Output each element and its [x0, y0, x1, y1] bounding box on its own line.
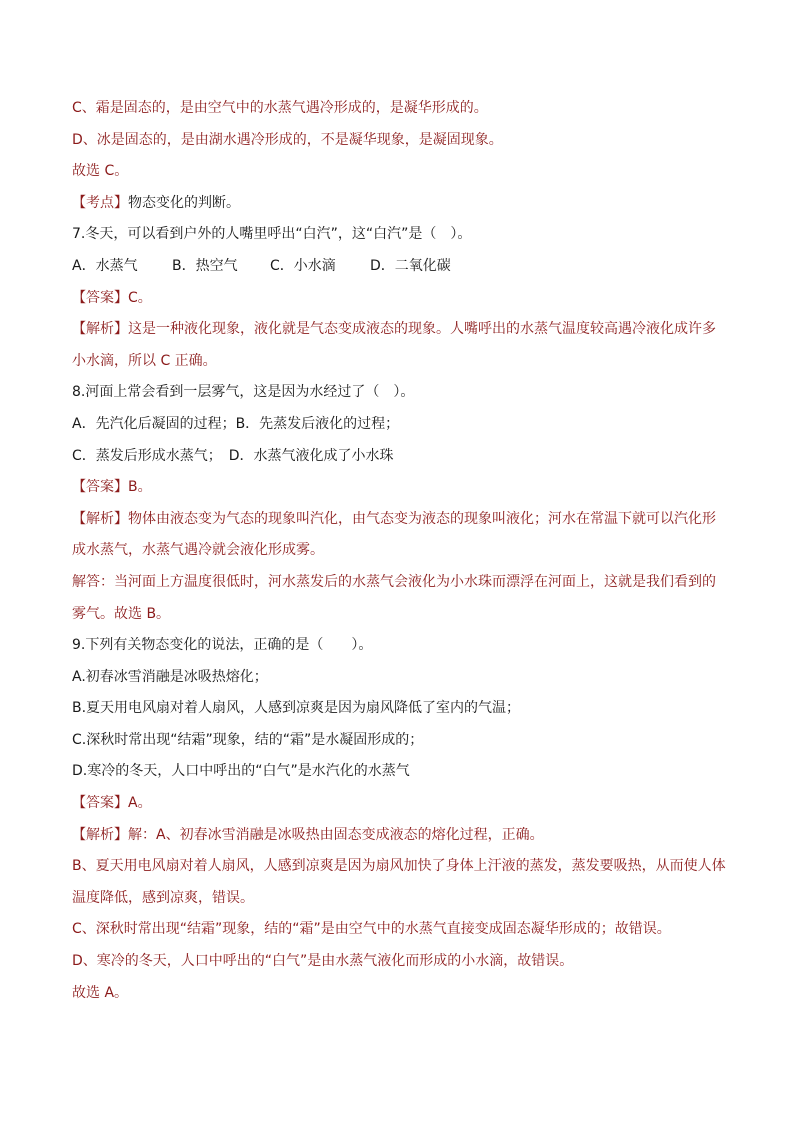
question-9-analysis-line-1: 【解析】解：A、初春冰雪消融是冰吸热由固态变成液态的熔化过程，正确。 — [72, 826, 544, 843]
question-9-option-b: B.夏天用电风扇对着人扇风，人感到凉爽是因为扇风降低了室内的气温； — [72, 700, 521, 717]
question-7-options — [72, 256, 724, 276]
answer-tag: 【答案】 — [72, 479, 128, 496]
kaodian-line — [72, 193, 724, 213]
question-8-options-ab: A．先汽化后凝固的过程；B．先蒸发后液化的过程； — [72, 415, 400, 432]
q7-option-d: D．二氧化碳 — [370, 257, 451, 274]
q7-option-a: A．水蒸气 — [72, 257, 138, 274]
question-9-choose: 故选 A。 — [72, 984, 129, 1001]
question-8-options-cd: C．蒸发后形成水蒸气； D．水蒸气液化成了小水珠 — [72, 447, 394, 464]
prev-option-d-explanation: D、冰是固态的，是由湖水遇冷形成的，不是凝华现象，是凝固现象。 — [72, 131, 503, 148]
question-7-analysis-line-2: 小水滴，所以 C 正确。 — [72, 352, 217, 369]
question-7: 7.冬天，可以看到户外的人嘴里呼出“白汽”，这“白汽”是（ ）。 — [72, 226, 472, 243]
answer-value: A。 — [128, 795, 152, 812]
question-9-analysis-b-line-1: B、夏天用电风扇对着人扇风，人感到凉爽是因为扇风加快了身体上汗液的蒸发，蒸发要吸热，从而使人体 — [72, 858, 726, 875]
prev-choose: 故选 C。 — [72, 163, 129, 180]
question-8-answer — [72, 477, 724, 497]
question-8-analysis-line-1: 【解析】物体由液态变为气态的现象叫汽化，由气态变为液态的现象叫液化；河水在常温下就可以汽化形 — [72, 510, 716, 527]
question-8-solution-line-1: 解答：当河面上方温度很低时，河水蒸发后的水蒸气会液化为小水珠而漂浮在河面上，这就是我们看到的 — [72, 573, 716, 590]
question-8-solution-line-2: 雾气。故选 B。 — [72, 605, 171, 622]
answer-tag: 【答案】 — [72, 795, 128, 812]
analysis-tag: 【解析】 — [72, 510, 128, 527]
answer-value: C。 — [128, 289, 152, 306]
question-9-answer — [72, 793, 724, 813]
kaodian-text: 物态变化的判断。 — [128, 194, 240, 211]
question-9: 9.下列有关物态变化的说法，正确的是（ ）。 — [72, 637, 373, 654]
question-9-analysis-d: D、寒冷的冬天，人口中呼出的“白气”是由水蒸气液化而形成的小水滴，故错误。 — [72, 953, 574, 970]
question-7-answer — [72, 288, 724, 308]
question-9-option-d: D.寒冷的冬天，人口中呼出的“白气”是水汽化的水蒸气 — [72, 763, 410, 780]
question-9-analysis-c: C、深秋时常出现“结霜”现象，结的“霜”是由空气中的水蒸气直接变成固态凝华形成的；故错误。 — [72, 921, 671, 938]
analysis-tag: 【解析】 — [72, 321, 128, 338]
q7-option-c: C．小水滴 — [270, 257, 336, 274]
analysis-tag: 【解析】 — [72, 826, 128, 843]
question-9-option-c: C.深秋时常出现“结霜”现象，结的“霜”是水凝固形成的； — [72, 731, 424, 748]
document-page — [72, 98, 724, 1014]
question-8-analysis-line-2: 成水蒸气，水蒸气遇冷就会液化形成雾。 — [72, 542, 324, 559]
answer-tag: 【答案】 — [72, 289, 128, 306]
kaodian-tag: 【考点】 — [72, 194, 128, 211]
question-8: 8.河面上常会看到一层雾气，这是因为水经过了（ ）。 — [72, 384, 415, 401]
question-9-option-a: A.初春冰雪消融是冰吸热熔化； — [72, 668, 268, 685]
question-9-analysis-b-line-2: 温度降低，感到凉爽，错误。 — [72, 889, 254, 906]
prev-option-c-explanation: C、霜是固态的，是由空气中的水蒸气遇冷形成的，是凝华形成的。 — [72, 100, 488, 116]
answer-value: B。 — [128, 479, 152, 496]
q7-option-b: B．热空气 — [172, 257, 238, 274]
question-7-analysis-line-1: 【解析】这是一种液化现象，液化就是气态变成液态的现象。人嘴呼出的水蒸气温度较高遇冷液化成许多 — [72, 321, 716, 338]
